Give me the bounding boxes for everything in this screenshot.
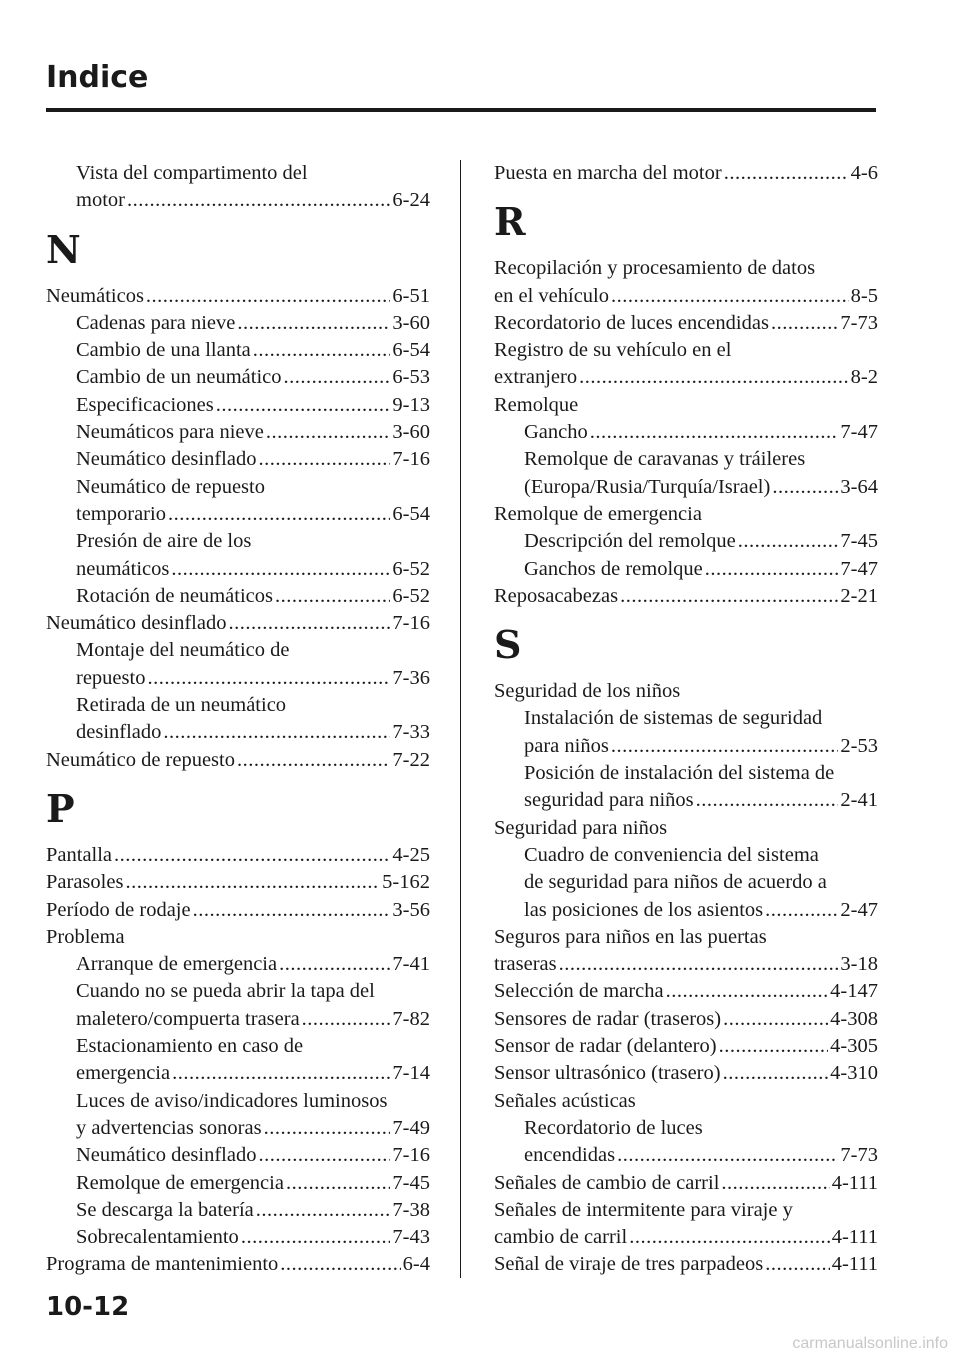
dot-leader — [125, 869, 380, 896]
index-subentry-text: Instalación de sistemas de seguridad — [524, 707, 823, 730]
entry-page: 4-111 — [831, 1226, 878, 1249]
section-letter: P — [46, 785, 75, 831]
index-subentry-text: de seguridad para niños de acuerdo a — [524, 871, 827, 894]
entry-label: Recordatorio de luces encendidas — [494, 311, 769, 334]
index-entry — [46, 842, 430, 869]
entry-page: 4-310 — [830, 1062, 878, 1085]
dot-leader — [258, 446, 390, 473]
dot-leader — [168, 501, 390, 528]
index-column-left — [46, 160, 430, 1279]
index-subentry — [46, 310, 430, 337]
entry-label: motor — [76, 189, 125, 212]
index-entry — [494, 1060, 878, 1087]
header-rule — [46, 108, 876, 112]
index-subentry-text: Montaje del neumático de — [76, 639, 290, 662]
entry-page: 3-64 — [840, 475, 878, 498]
index-subentry — [46, 1006, 430, 1033]
dot-leader — [559, 951, 839, 978]
dot-leader — [771, 310, 838, 337]
entry-page: 7-41 — [392, 953, 430, 976]
dot-leader — [723, 1060, 829, 1087]
dot-leader — [738, 528, 839, 555]
dot-leader — [723, 1006, 828, 1033]
entry-page: 5-162 — [382, 871, 430, 894]
index-subentry-text: Remolque de caravanas y tráileres — [524, 448, 806, 471]
section-letter: S — [494, 622, 522, 668]
page-number: 10-12 — [46, 1292, 130, 1322]
dot-leader — [280, 1251, 400, 1278]
index-subentry-text: Cuando no se pueda abrir la tapa del — [76, 980, 375, 1003]
index-subentry-text: Neumático de repuesto — [76, 475, 265, 498]
dot-leader — [216, 392, 391, 419]
index-entry-text: Seguridad de los niños — [494, 680, 681, 703]
index-entry-text: Señales de intermitente para viraje y — [494, 1198, 793, 1221]
entry-page: 7-45 — [840, 530, 878, 553]
entry-page: 6-4 — [402, 1253, 430, 1276]
entry-label: Pantalla — [46, 843, 113, 866]
dot-leader — [147, 665, 390, 692]
dot-leader — [302, 1006, 391, 1033]
entry-page: 3-60 — [392, 311, 430, 334]
dot-leader — [765, 1251, 829, 1278]
entry-label: Gancho — [524, 421, 588, 444]
dot-leader — [146, 283, 391, 310]
index-subentry — [46, 187, 430, 214]
entry-label: para niños — [524, 734, 609, 757]
entry-page: 4-111 — [831, 1171, 878, 1194]
entry-page: 2-41 — [840, 789, 878, 812]
dot-leader — [705, 556, 839, 583]
entry-page: 6-52 — [392, 557, 430, 580]
index-subentry — [46, 719, 430, 746]
entry-label: en el vehículo — [494, 284, 609, 307]
index-subentry-text: Luces de aviso/indicadores luminosos — [76, 1089, 388, 1112]
entry-label: Sensores de radar (traseros) — [494, 1007, 722, 1030]
dot-leader — [237, 310, 390, 337]
entry-page: 6-54 — [392, 502, 430, 525]
entry-label: Descripción del remolque — [524, 530, 736, 553]
index-entry-text: Problema — [46, 925, 125, 948]
entry-page: 6-52 — [392, 584, 430, 607]
index-entry — [494, 951, 878, 978]
index-entry-text: Seguros para niños en las puertas — [494, 925, 767, 948]
entry-label: Especificaciones — [76, 393, 214, 416]
index-subentry — [494, 528, 878, 555]
entry-label: traseras — [494, 953, 557, 976]
entry-page: 7-16 — [392, 448, 430, 471]
section-letter: N — [46, 226, 81, 272]
entry-label: Neumático desinflado — [76, 1144, 257, 1167]
entry-page: 7-47 — [840, 421, 878, 444]
entry-page: 7-16 — [392, 612, 430, 635]
dot-leader — [237, 747, 390, 774]
entry-label: Sensor ultrasónico (trasero) — [494, 1062, 721, 1085]
entry-label: Cambio de una llanta — [76, 339, 251, 362]
dot-leader — [266, 419, 391, 446]
entry-label: Cadenas para nieve — [76, 311, 236, 334]
entry-label: Período de rodaje — [46, 898, 191, 921]
index-subentry-text: Recordatorio de luces — [524, 1116, 703, 1139]
entry-page: 7-14 — [392, 1062, 430, 1085]
entry-page: 6-24 — [392, 189, 430, 212]
entry-label: Se descarga la batería — [76, 1198, 254, 1221]
index-subentry — [46, 501, 430, 528]
entry-label: Programa de mantenimiento — [46, 1253, 279, 1276]
entry-page: 7-16 — [392, 1144, 430, 1167]
entry-page: 7-49 — [392, 1116, 430, 1139]
index-subentry — [46, 419, 430, 446]
dot-leader — [765, 897, 838, 924]
dot-leader — [620, 583, 838, 610]
column-divider — [460, 160, 461, 1278]
entry-label: desinflado — [76, 721, 162, 744]
dot-leader — [279, 951, 390, 978]
index-subentry — [46, 665, 430, 692]
entry-page: 4-147 — [830, 980, 878, 1003]
index-subentry — [494, 474, 878, 501]
watermark: carmanualsonline.info — [792, 1335, 948, 1352]
dot-leader — [241, 1224, 391, 1251]
entry-page: 8-5 — [850, 284, 878, 307]
entry-label: Cambio de un neumático — [76, 366, 282, 389]
entry-label: Neumáticos — [46, 284, 144, 307]
entry-page: 6-53 — [392, 366, 430, 389]
index-subentry — [46, 337, 430, 364]
index-subentry-text: Posición de instalación del sistema de — [524, 762, 835, 785]
entry-label: Remolque de emergencia — [76, 1171, 284, 1194]
entry-label: Sobrecalentamiento — [76, 1226, 239, 1249]
entry-label: seguridad para niños — [524, 789, 694, 812]
index-entry — [494, 1224, 878, 1251]
index-entry — [494, 1033, 878, 1060]
entry-label: Selección de marcha — [494, 980, 664, 1003]
entry-page: 7-38 — [392, 1198, 430, 1221]
entry-label: Señal de viraje de tres parpadeos — [494, 1253, 764, 1276]
dot-leader — [258, 1142, 390, 1169]
index-entry — [494, 1170, 878, 1197]
entry-page: 7-36 — [392, 666, 430, 689]
entry-label: repuesto — [76, 666, 146, 689]
entry-label: Neumático desinflado — [76, 448, 257, 471]
index-entry — [494, 283, 878, 310]
entry-page: 7-82 — [392, 1007, 430, 1030]
entry-page: 3-60 — [392, 421, 430, 444]
index-subentry — [494, 556, 878, 583]
index-entry — [494, 310, 878, 337]
dot-leader — [629, 1224, 830, 1251]
entry-page: 4-308 — [830, 1007, 878, 1030]
entry-label: y advertencias sonoras — [76, 1116, 262, 1139]
entry-label: Parasoles — [46, 871, 124, 894]
index-entry — [494, 583, 878, 610]
entry-label: Rotación de neumáticos — [76, 584, 273, 607]
index-entry — [494, 978, 878, 1005]
dot-leader — [666, 978, 829, 1005]
entry-page: 7-45 — [392, 1171, 430, 1194]
entry-page: 6-51 — [392, 284, 430, 307]
index-subentry — [46, 1197, 430, 1224]
entry-label: Sensor de radar (delantero) — [494, 1035, 717, 1058]
dot-leader — [617, 1142, 838, 1169]
entry-page: 2-53 — [840, 734, 878, 757]
dot-leader — [193, 897, 391, 924]
dot-leader — [284, 364, 391, 391]
dot-leader — [171, 556, 390, 583]
entry-label: Puesta en marcha del motor — [494, 162, 722, 184]
entry-page: 8-2 — [850, 366, 878, 389]
dot-leader — [611, 733, 839, 760]
index-subentry-text: Retirada de un neumático — [76, 694, 287, 717]
dot-leader — [127, 187, 390, 214]
dot-leader — [264, 1115, 391, 1142]
dot-leader — [611, 283, 849, 310]
index-subentry — [46, 1142, 430, 1169]
entry-label: Ganchos de remolque — [524, 557, 703, 580]
index-subentry — [46, 392, 430, 419]
entry-page: 4-305 — [830, 1035, 878, 1058]
entry-page: 7-22 — [392, 748, 430, 771]
index-subentry — [46, 583, 430, 610]
index-subentry — [46, 556, 430, 583]
entry-page: 9-13 — [392, 393, 430, 416]
dot-leader — [590, 419, 839, 446]
index-entry — [494, 160, 878, 187]
index-subentry — [46, 364, 430, 391]
index-entry-text: Seguridad para niños — [494, 816, 668, 839]
index-entry — [46, 869, 430, 896]
index-entry-text: Remolque — [494, 393, 579, 416]
entry-page: 7-33 — [392, 721, 430, 744]
entry-label: encendidas — [524, 1144, 616, 1167]
entry-page: 4-6 — [850, 162, 878, 184]
entry-label: Neumático desinflado — [46, 612, 227, 635]
index-subentry-text: Presión de aire de los — [76, 530, 252, 553]
entry-page: 7-73 — [840, 1144, 878, 1167]
entry-page: 3-18 — [840, 953, 878, 976]
index-subentry — [46, 446, 430, 473]
dot-leader — [579, 364, 849, 391]
index-entry — [494, 1006, 878, 1033]
index-entry — [46, 747, 430, 774]
entry-label: Neumático de repuesto — [46, 748, 235, 771]
entry-page: 2-47 — [840, 898, 878, 921]
index-subentry — [494, 897, 878, 924]
index-entry-text: Remolque de emergencia — [494, 502, 702, 525]
index-subentry — [46, 951, 430, 978]
index-subentry — [494, 1142, 878, 1169]
index-subentry — [494, 787, 878, 814]
index-subentry — [494, 419, 878, 446]
entry-label: (Europa/Rusia/Turquía/Israel) — [524, 475, 771, 498]
dot-leader — [114, 842, 390, 869]
index-subentry-text: Estacionamiento en caso de — [76, 1035, 304, 1058]
dot-leader — [256, 1197, 391, 1224]
entry-page: 4-25 — [392, 843, 430, 866]
index-entry — [494, 364, 878, 391]
dot-leader — [253, 337, 391, 364]
entry-label: extranjero — [494, 366, 578, 389]
entry-label: temporario — [76, 502, 166, 525]
index-entry — [494, 1251, 878, 1278]
dot-leader — [724, 160, 849, 187]
entry-label: Neumáticos para nieve — [76, 421, 264, 444]
dot-leader — [772, 474, 838, 501]
dot-leader — [172, 1060, 390, 1087]
entry-page: 7-43 — [392, 1226, 430, 1249]
entry-label: Reposacabezas — [494, 584, 619, 607]
entry-label: maletero/compuerta trasera — [76, 1007, 300, 1030]
dot-leader — [286, 1170, 390, 1197]
entry-label: emergencia — [76, 1062, 171, 1085]
dot-leader — [228, 610, 390, 637]
entry-page: 7-47 — [840, 557, 878, 580]
entry-label: Señales de cambio de carril — [494, 1171, 720, 1194]
index-entry-text: Señales acústicas — [494, 1089, 636, 1112]
dot-leader — [696, 787, 839, 814]
index-entry-text: Registro de su vehículo en el — [494, 339, 732, 362]
section-letter: R — [494, 199, 526, 245]
index-entry-text: Recopilación y procesamiento de datos — [494, 257, 816, 280]
index-subentry — [46, 1060, 430, 1087]
dot-leader — [721, 1170, 829, 1197]
index-subentry — [46, 1224, 430, 1251]
entry-label: Arranque de emergencia — [76, 953, 278, 976]
entry-label: cambio de carril — [494, 1226, 628, 1249]
index-subentry — [46, 1170, 430, 1197]
index-entry — [46, 1251, 430, 1278]
dot-leader — [719, 1033, 829, 1060]
entry-page: 3-56 — [392, 898, 430, 921]
index-subentry — [494, 733, 878, 760]
index-entry — [46, 610, 430, 637]
page-title: Indice — [46, 60, 149, 95]
entry-label: neumáticos — [76, 557, 170, 580]
entry-page: 6-54 — [392, 339, 430, 362]
dot-leader — [275, 583, 390, 610]
index-column-right — [494, 160, 878, 1279]
index-entry — [46, 897, 430, 924]
entry-page: 7-73 — [840, 311, 878, 334]
entry-page: 4-111 — [831, 1253, 878, 1276]
index-subentry — [46, 1115, 430, 1142]
index-subentry-text: Vista del compartimento del — [76, 162, 308, 184]
index-subentry-text: Cuadro de conveniencia del sistema — [524, 843, 819, 866]
dot-leader — [163, 719, 390, 746]
entry-label: las posiciones de los asientos — [524, 898, 764, 921]
entry-page: 2-21 — [840, 584, 878, 607]
index-entry — [46, 283, 430, 310]
